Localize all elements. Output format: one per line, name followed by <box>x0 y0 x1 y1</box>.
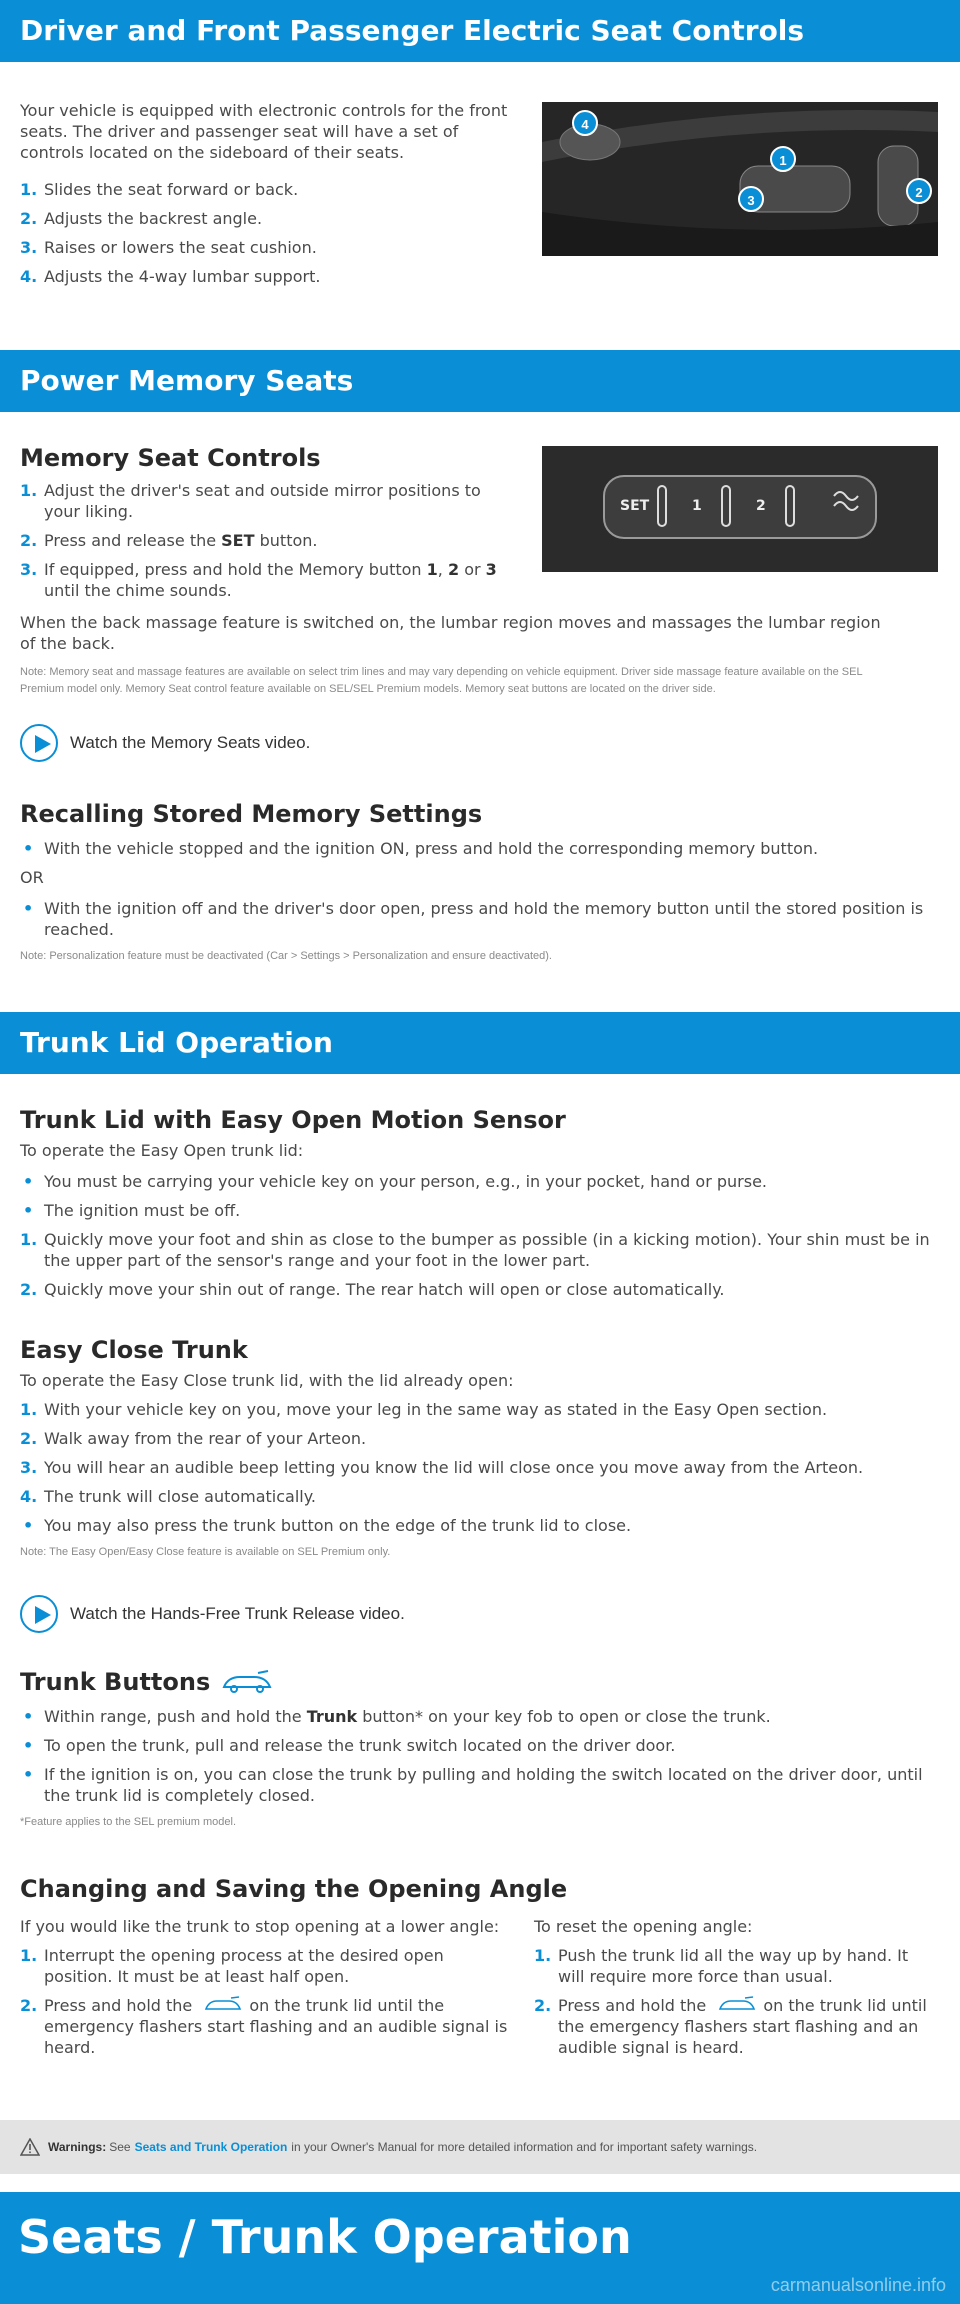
warning-post: in your Owner's Manual for more detailed information and for important safety warnings. <box>291 2140 758 2154</box>
section-header-trunk <box>0 1012 960 1074</box>
subsection-title: Easy Close Trunk <box>20 1336 248 1364</box>
list-item: • If the ignition is on, you can close the trunk by pulling and holding the switch located on the driver door, until the trunk lid is completely closed. <box>23 1765 923 1805</box>
memory-note: Note: Memory seat and massage features are available on select trim lines and may vary depending on vehicle equipment. Driver side massage feature available on the SEL Premium model only. Memory Seat control feature available on SEL/SEL Premium models. Memory seat buttons are located on the driver side. <box>20 666 863 695</box>
list-item: 2. Press and release the SET button. <box>20 531 318 550</box>
memory-panel-illustration <box>542 446 938 572</box>
list-item: 2. Press and hold the on the trunk lid until the emergency flashers start flashing and an audible signal is heard. <box>20 1996 508 2057</box>
easy-open-block <box>20 1106 940 1308</box>
subsection-title: Trunk Lid with Easy Open Motion Sensor <box>20 1106 566 1134</box>
angle-right-list <box>534 1945 934 2058</box>
video-label[interactable]: Watch the Memory Seats video. <box>70 733 311 752</box>
watermark: carmanualsonline.info <box>770 2275 946 2295</box>
callout-badge: 2 <box>906 178 932 204</box>
recall-note: Note: Personalization feature must be deactivated (Car > Settings > Personalization and ensure deactivated). <box>20 950 552 962</box>
trunk-car-icon <box>717 1996 757 2014</box>
recall-list-b <box>20 898 940 940</box>
list-item: 2. Quickly move your shin out of range. The rear hatch will open or close automatically. <box>20 1280 725 1299</box>
video-label[interactable]: Watch the Hands-Free Trunk Release video. <box>70 1604 405 1623</box>
section-title: Power Memory Seats <box>20 364 354 397</box>
list-item: 1. Interrupt the opening process at the desired open position. It must be at least half open. <box>20 1946 444 1986</box>
warning-label: Warnings: <box>48 2140 107 2154</box>
list-item: • You must be carrying your vehicle key on your person, e.g., in your pocket, hand or purse. <box>23 1172 767 1191</box>
section-title: Trunk Lid Operation <box>20 1026 333 1059</box>
list-item: 1. Quickly move your foot and shin as close to the bumper as possible (in a kicking motion). Your shin must be in the upper part of the sensor's range and your foot in the lower part. <box>20 1230 930 1270</box>
buttons-note: *Feature applies to the SEL premium model. <box>20 1816 237 1828</box>
list-item: 2. Walk away from the rear of your Arteon. <box>20 1429 367 1448</box>
list-item: 1. With your vehicle key on you, move your leg in the same way as stated in the Easy Open section. <box>20 1400 828 1419</box>
memory-2-label: 2 <box>756 498 766 514</box>
angle-left-list <box>20 1945 510 2058</box>
list-item: • You may also press the trunk button on the edge of the trunk lid to close. <box>23 1516 632 1535</box>
list-item: 2. Adjusts the backrest angle. <box>20 209 263 228</box>
angle-right-column <box>534 1916 934 2066</box>
memory-controls-block <box>20 444 500 609</box>
easy-close-intro: To operate the Easy Close trunk lid, with the lid already open: <box>20 1371 514 1390</box>
list-item: 3. If equipped, press and hold the Memory button 1, 2 or 3 until the chime sounds. <box>20 560 497 600</box>
subsection-title: Memory Seat Controls <box>20 444 321 472</box>
section-title: Driver and Front Passenger Electric Seat Controls <box>20 14 805 47</box>
electric-seat-list <box>20 179 510 287</box>
list-item: • The ignition must be off. <box>23 1201 241 1220</box>
memory-buttons-photo <box>542 446 938 572</box>
list-item: • With the vehicle stopped and the ignition ON, press and hold the corresponding memory button. <box>23 839 819 858</box>
memory-controls-list <box>20 480 500 601</box>
or-label: OR <box>20 868 44 887</box>
subsection-title: Trunk Buttons <box>20 1668 211 1696</box>
play-icon[interactable] <box>20 1595 58 1633</box>
easy-open-intro: To operate the Easy Open trunk lid: <box>20 1141 304 1160</box>
easy-open-bullets <box>20 1171 940 1300</box>
list-item: 4. The trunk will close automatically. <box>20 1487 317 1506</box>
footer-title: Seats / Trunk Operation <box>18 2210 632 2264</box>
warning-bar <box>0 2120 960 2174</box>
section-header-electric-seats <box>0 0 960 62</box>
trunk-car-icon <box>203 1996 243 2014</box>
list-item: 2. Press and hold the on the trunk lid until the emergency flashers start flashing and an audible signal is heard. <box>534 1996 927 2057</box>
subsection-title: Changing and Saving the Opening Angle <box>20 1875 568 1903</box>
list-item: 1. Push the trunk lid all the way up by hand. It will require more force than usual. <box>534 1946 909 1986</box>
footer-band <box>0 2192 960 2304</box>
list-item: 3. Raises or lowers the seat cushion. <box>20 238 317 257</box>
memory-1-label: 1 <box>692 498 702 514</box>
massage-text: When the back massage feature is switched on, the lumbar region moves and massages the lumbar region of the back. <box>20 613 881 653</box>
warning-icon <box>20 2138 40 2156</box>
callout-badge: 1 <box>770 146 796 172</box>
list-item: 3. You will hear an audible beep letting you know the lid will close once you move away from the Arteon. <box>20 1458 864 1477</box>
list-item: 1. Slides the seat forward or back. <box>20 180 299 199</box>
memory-seats-video-link[interactable] <box>20 723 310 763</box>
warning-pre: See <box>109 2140 131 2154</box>
set-label: SET <box>620 498 650 514</box>
recall-block <box>20 800 940 965</box>
massage-block <box>20 612 900 698</box>
list-item: 4. Adjusts the 4-way lumbar support. <box>20 267 321 286</box>
electric-seat-intro-block <box>20 100 510 295</box>
trunk-buttons-block <box>20 1668 940 1831</box>
electric-seat-intro: Your vehicle is equipped with electronic controls for the front seats. The driver and passenger seat will have a set of controls located on the sideboard of their seats. <box>20 101 508 162</box>
section-header-memory-seats <box>0 350 960 412</box>
callout-badge: 3 <box>738 186 764 212</box>
play-icon[interactable] <box>20 724 58 762</box>
seat-controls-illustration <box>542 102 938 256</box>
easy-close-block <box>20 1336 940 1561</box>
trunk-car-icon <box>220 1669 274 1695</box>
subsection-title: Recalling Stored Memory Settings <box>20 800 483 828</box>
seat-controls-photo <box>542 102 938 256</box>
angle-left-column <box>20 1916 510 2066</box>
angle-left-intro: If you would like the trunk to stop opening at a lower angle: <box>20 1917 500 1936</box>
owners-manual-link[interactable]: Seats and Trunk Operation <box>134 2140 288 2154</box>
trunk-buttons-list <box>20 1706 940 1806</box>
list-item: • Within range, push and hold the Trunk button* on your key fob to open or close the trunk. <box>23 1707 771 1726</box>
list-item: 1. Adjust the driver's seat and outside mirror positions to your liking. <box>20 481 481 521</box>
angle-right-intro: To reset the opening angle: <box>534 1917 753 1936</box>
easy-close-steps <box>20 1399 940 1536</box>
list-item: • With the ignition off and the driver's door open, press and hold the memory button until the stored position is reached. <box>23 899 924 939</box>
trunk-video-link[interactable] <box>20 1594 405 1634</box>
list-item: • To open the trunk, pull and release the trunk switch located on the driver door. <box>23 1736 676 1755</box>
callout-badge: 4 <box>572 110 598 136</box>
easy-note: Note: The Easy Open/Easy Close feature is available on SEL Premium only. <box>20 1546 391 1558</box>
angle-block <box>20 1875 940 1903</box>
recall-list-a <box>20 838 940 859</box>
